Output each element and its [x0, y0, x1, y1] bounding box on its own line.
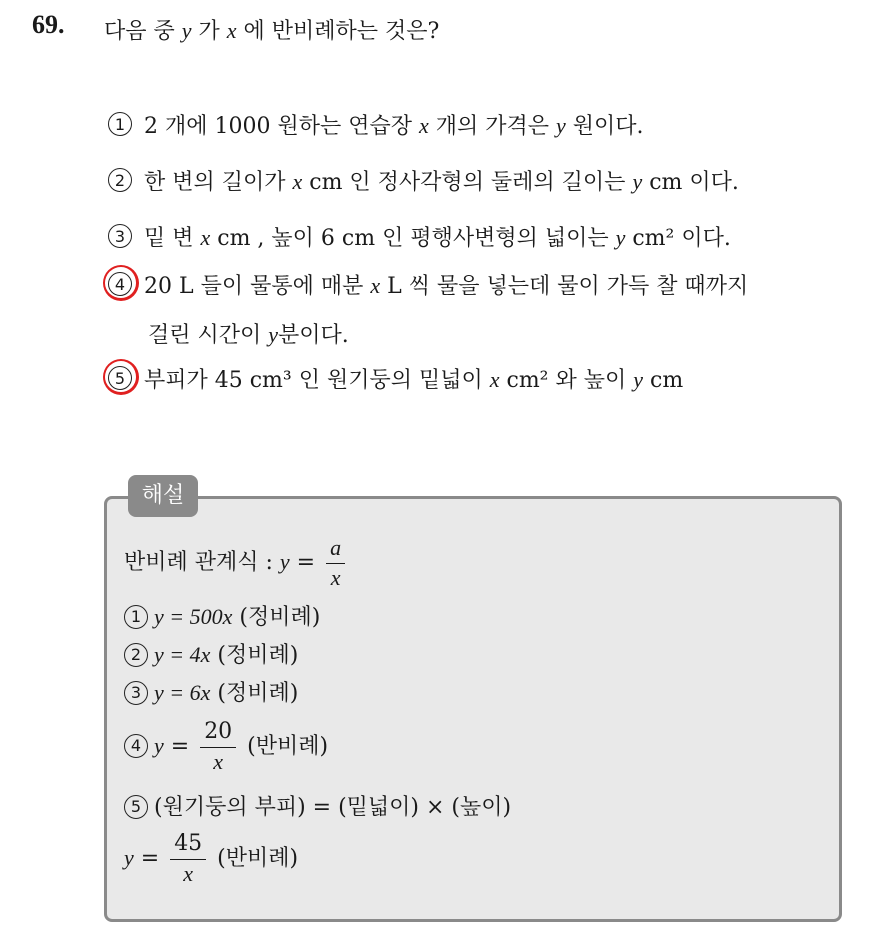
fraction-denominator: x — [183, 860, 194, 886]
fraction — [170, 830, 206, 888]
choice-2[interactable] — [108, 168, 739, 194]
var-y: y — [181, 18, 192, 43]
choice-text: cm — [643, 368, 684, 393]
choice-5[interactable] — [108, 366, 683, 392]
var-y: y — [555, 113, 566, 138]
choice-text: 2 개에 1000 원하는 연습장 — [144, 114, 419, 139]
var-x: x — [370, 273, 381, 298]
note: (반비례) — [240, 734, 329, 760]
var-y: y — [279, 549, 290, 575]
expression: y = 500x — [154, 604, 233, 629]
explanation-line-6 — [124, 830, 298, 888]
explanation-tag: 해설 — [128, 475, 198, 517]
var-y: y — [632, 169, 643, 194]
question-text-part: 다음 중 — [104, 19, 182, 44]
choice-number: 4 — [108, 272, 132, 296]
choice-text: 한 변의 길이가 — [144, 170, 293, 195]
var-y: y — [124, 845, 134, 871]
var-x: x — [200, 225, 211, 250]
choice-number: 5 — [108, 366, 132, 390]
fraction — [200, 718, 236, 776]
choice-text: cm 이다. — [642, 170, 739, 195]
var-y: y — [615, 225, 626, 250]
choice-4[interactable] — [108, 272, 748, 298]
equals: = — [289, 550, 323, 576]
choice-text: 분이다. — [278, 323, 349, 348]
equals: = — [133, 846, 167, 872]
circled-number: 4 — [124, 734, 148, 758]
explanation-line-4 — [124, 718, 328, 776]
choice-text: 원이다. — [565, 114, 644, 139]
note: (정비례) — [210, 643, 299, 668]
choice-1[interactable] — [108, 112, 644, 138]
explanation-line-2 — [124, 638, 298, 669]
fraction-denominator: x — [330, 564, 341, 590]
explanation-line-5 — [124, 790, 511, 821]
fraction-numerator: a — [326, 534, 345, 564]
var-y: y — [268, 322, 279, 347]
choice-text: 밑 변 — [144, 226, 201, 251]
relation-line — [124, 534, 349, 592]
choice-text: 20 L 들이 물통에 매분 — [144, 274, 371, 299]
expression: y = 6x — [154, 680, 211, 705]
fraction-numerator: 20 — [200, 718, 236, 748]
var-x: x — [489, 367, 500, 392]
choice-number: 2 — [108, 168, 132, 192]
fraction — [326, 534, 345, 592]
note: (정비례) — [210, 681, 299, 706]
var-x: x — [226, 18, 237, 43]
circled-number: 1 — [124, 605, 148, 629]
choice-text: 걸린 시간이 — [148, 323, 269, 348]
expression: (원기둥의 부피) = (밑넓이) × (높이) — [154, 795, 512, 820]
choice-number: 3 — [108, 224, 132, 248]
question-text-part: 에 반비례하는 것은? — [236, 19, 440, 44]
choice-text: cm , 높이 6 cm 인 평행사변형의 넓이는 — [210, 226, 616, 251]
var-y: y — [154, 733, 164, 759]
relation-label: 반비례 관계식 : — [124, 550, 280, 576]
choice-text: cm² 이다. — [625, 226, 731, 251]
fraction-denominator: x — [213, 748, 224, 774]
var-y: y — [633, 367, 643, 392]
question-text-part: 가 — [191, 19, 227, 44]
question-text — [104, 14, 439, 45]
note: (정비례) — [232, 605, 321, 630]
choice-text: 부피가 45 cm³ 인 원기둥의 밑넓이 — [144, 368, 490, 393]
question-number: 69. — [32, 10, 65, 39]
var-x: x — [292, 169, 303, 194]
choice-number: 1 — [108, 112, 132, 136]
expression: y = 4x — [154, 642, 211, 667]
explanation-line-1 — [124, 600, 320, 631]
choice-text: 개의 가격은 — [428, 114, 556, 139]
fraction-numerator: 45 — [170, 830, 206, 860]
var-x: x — [418, 113, 429, 138]
explanation-line-3 — [124, 676, 298, 707]
choice-text: cm² 와 높이 — [499, 368, 634, 393]
choice-3[interactable] — [108, 224, 731, 250]
choice-4-line2 — [148, 318, 349, 349]
note: (반비례) — [210, 846, 299, 872]
choice-text: L 씩 물을 넣는데 물이 가득 찰 때까지 — [380, 274, 749, 299]
circled-number: 3 — [124, 681, 148, 705]
equals: = — [163, 734, 197, 760]
choice-text: cm 인 정사각형의 둘레의 길이는 — [302, 170, 633, 195]
circled-number: 5 — [124, 795, 148, 819]
circled-number: 2 — [124, 643, 148, 667]
